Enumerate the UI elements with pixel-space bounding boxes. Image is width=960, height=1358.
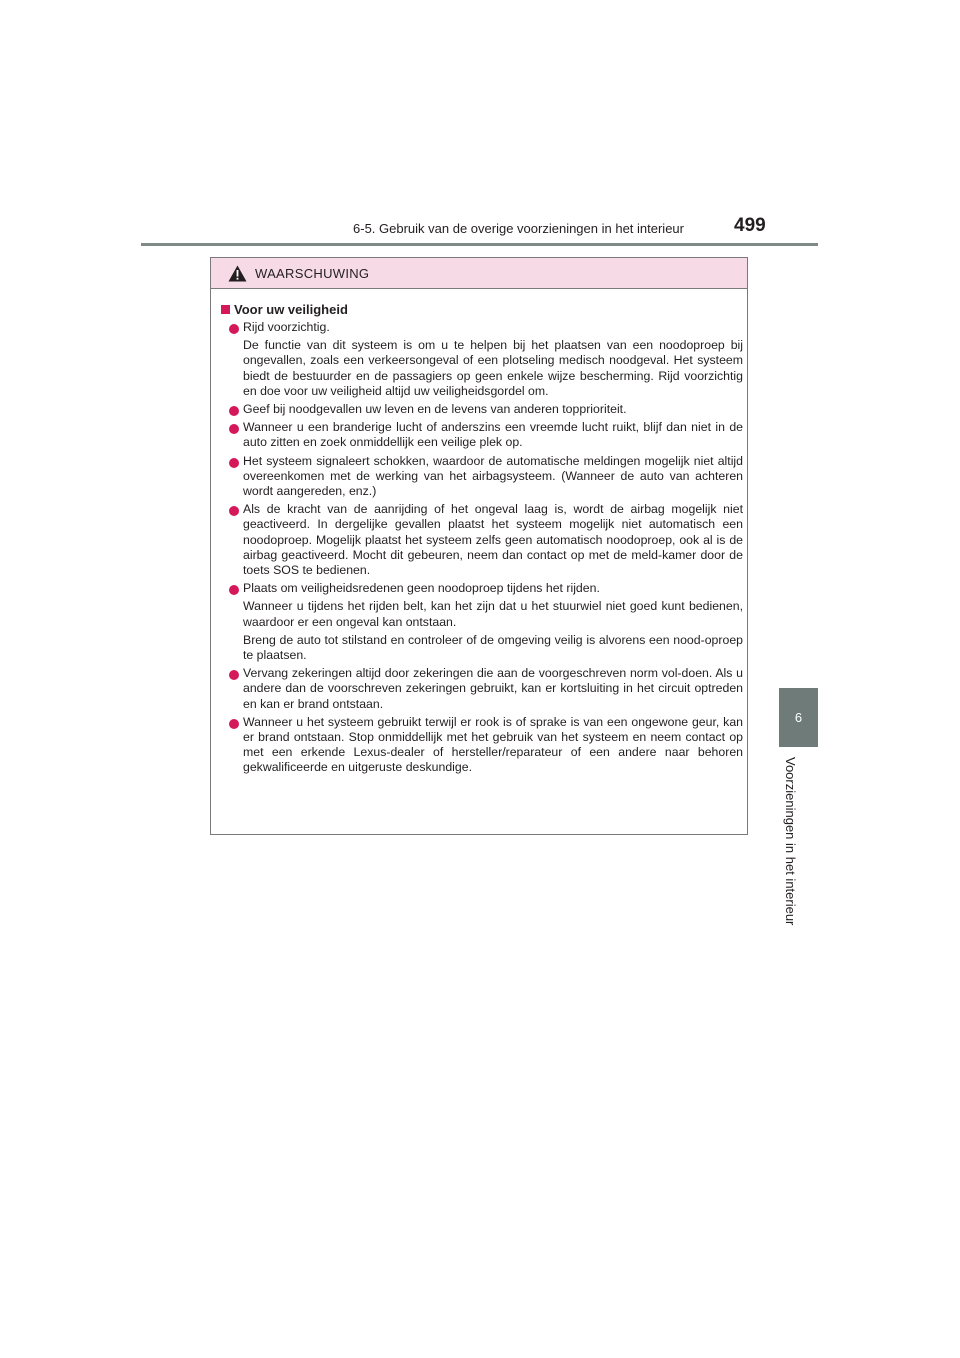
bullet-paragraph: De functie van dit systeem is om u te helpen bij het plaatsen van een noodoproep bij ongevallen, zoals een verkeersongeval of een plotseling medisch noodgeval. Het systeem biedt de bestuurder en de passagiers op geen enkele wijze bescherming. Rijd voorzichtig en doe voor uw veiligheid altijd uw veiligheidsgordel om. (243, 338, 743, 398)
bullet-paragraph: Het systeem signaleert schokken, waardoor de automatische meldingen mogelijk niet altijd overeenkomen met de werking van het airbagsysteem. (Wanneer de auto van achteren wordt aangereden, enz.) (243, 453, 743, 499)
section-heading: Voor uw veiligheid (221, 302, 348, 317)
warning-box (210, 257, 748, 835)
warning-bullet-item (211, 502, 749, 578)
bullet-dot-icon (229, 458, 239, 468)
bullet-dot-icon (229, 585, 239, 595)
bullet-dot-icon (229, 719, 239, 729)
section-title: 6-5. Gebruik van de overige voorzieningen in het interieur (353, 221, 684, 236)
bullet-dot-icon (229, 424, 239, 434)
bullet-dot-icon (229, 506, 239, 516)
bullet-paragraph: Wanneer u een branderige lucht of anderszins een vreemde lucht ruikt, blijf dan niet in de auto zitten en zoek onmiddellijk een veilige plek op. (243, 420, 743, 450)
page-number: 499 (734, 215, 766, 236)
warning-bullet-item (211, 715, 749, 776)
warning-bullet-item (211, 454, 749, 500)
warning-bullet-item (211, 320, 749, 399)
chapter-tab: 6 (779, 688, 818, 747)
chapter-title: Voorzieningen in het interieur (783, 757, 798, 926)
warning-bullet-list (211, 320, 749, 779)
warning-triangle-icon (228, 265, 247, 282)
heading-square-icon (221, 305, 230, 314)
bullet-dot-icon (229, 324, 239, 334)
warning-bullet-item (211, 420, 749, 450)
warning-title: WAARSCHUWING (255, 265, 370, 281)
warning-bullet-item (211, 402, 749, 417)
warning-bullet-item (211, 666, 749, 712)
bullet-paragraph: Wanneer u het systeem gebruikt terwijl er rook is of sprake is van een ongewone geur, kan er brand ontstaan. Stop onmiddellijk met het gebruik van het systeem en neem contact op met een erkende Lexus-dealer of hersteller/reparateur of een andere naar behoren gekwalificeerde en uitgeruste deskundige. (243, 714, 743, 775)
bullet-paragraph: Plaats om veiligheidsredenen geen noodoproep tijdens het rijden. (243, 581, 600, 596)
warning-bullet-item (211, 581, 749, 663)
bullet-paragraph: Wanneer u tijdens het rijden belt, kan het zijn dat u het stuurwiel niet goed kunt bedienen, waardoor er een ongeval kan ontstaan. (243, 599, 743, 629)
bullet-paragraph: Rijd voorzichtig. (243, 320, 330, 334)
bullet-dot-icon (229, 670, 239, 680)
header-divider (141, 243, 818, 246)
bullet-paragraph: Geef bij noodgevallen uw leven en de levens van anderen topprioriteit. (243, 402, 627, 417)
bullet-paragraph: Vervang zekeringen altijd door zekeringen die aan de voorgeschreven norm vol-doen. Als u andere dan de voorschreven zekeringen gebruikt, kan er kortsluiting in het circuit optreden en kan er brand ontstaan. (243, 666, 743, 711)
warning-header (211, 258, 747, 289)
bullet-paragraph: Breng de auto tot stilstand en controleer of de omgeving veilig is alvorens een nood-oproep te plaatsen. (243, 632, 743, 663)
bullet-dot-icon (229, 406, 239, 416)
bullet-paragraph: Als de kracht van de aanrijding of het ongeval laag is, wordt de airbag mogelijk niet geactiveerd. In dergelijke gevallen plaatst het systeem mogelijk niet automatisch een noodoproep. Mogelijk plaatst het systeem zelfs geen automatisch noodoproep, ook al is de airbag geactiveerd. Mocht dit gebeuren, neem dan contact op met de meld-kamer door de toets SOS te bedienen. (243, 502, 743, 578)
